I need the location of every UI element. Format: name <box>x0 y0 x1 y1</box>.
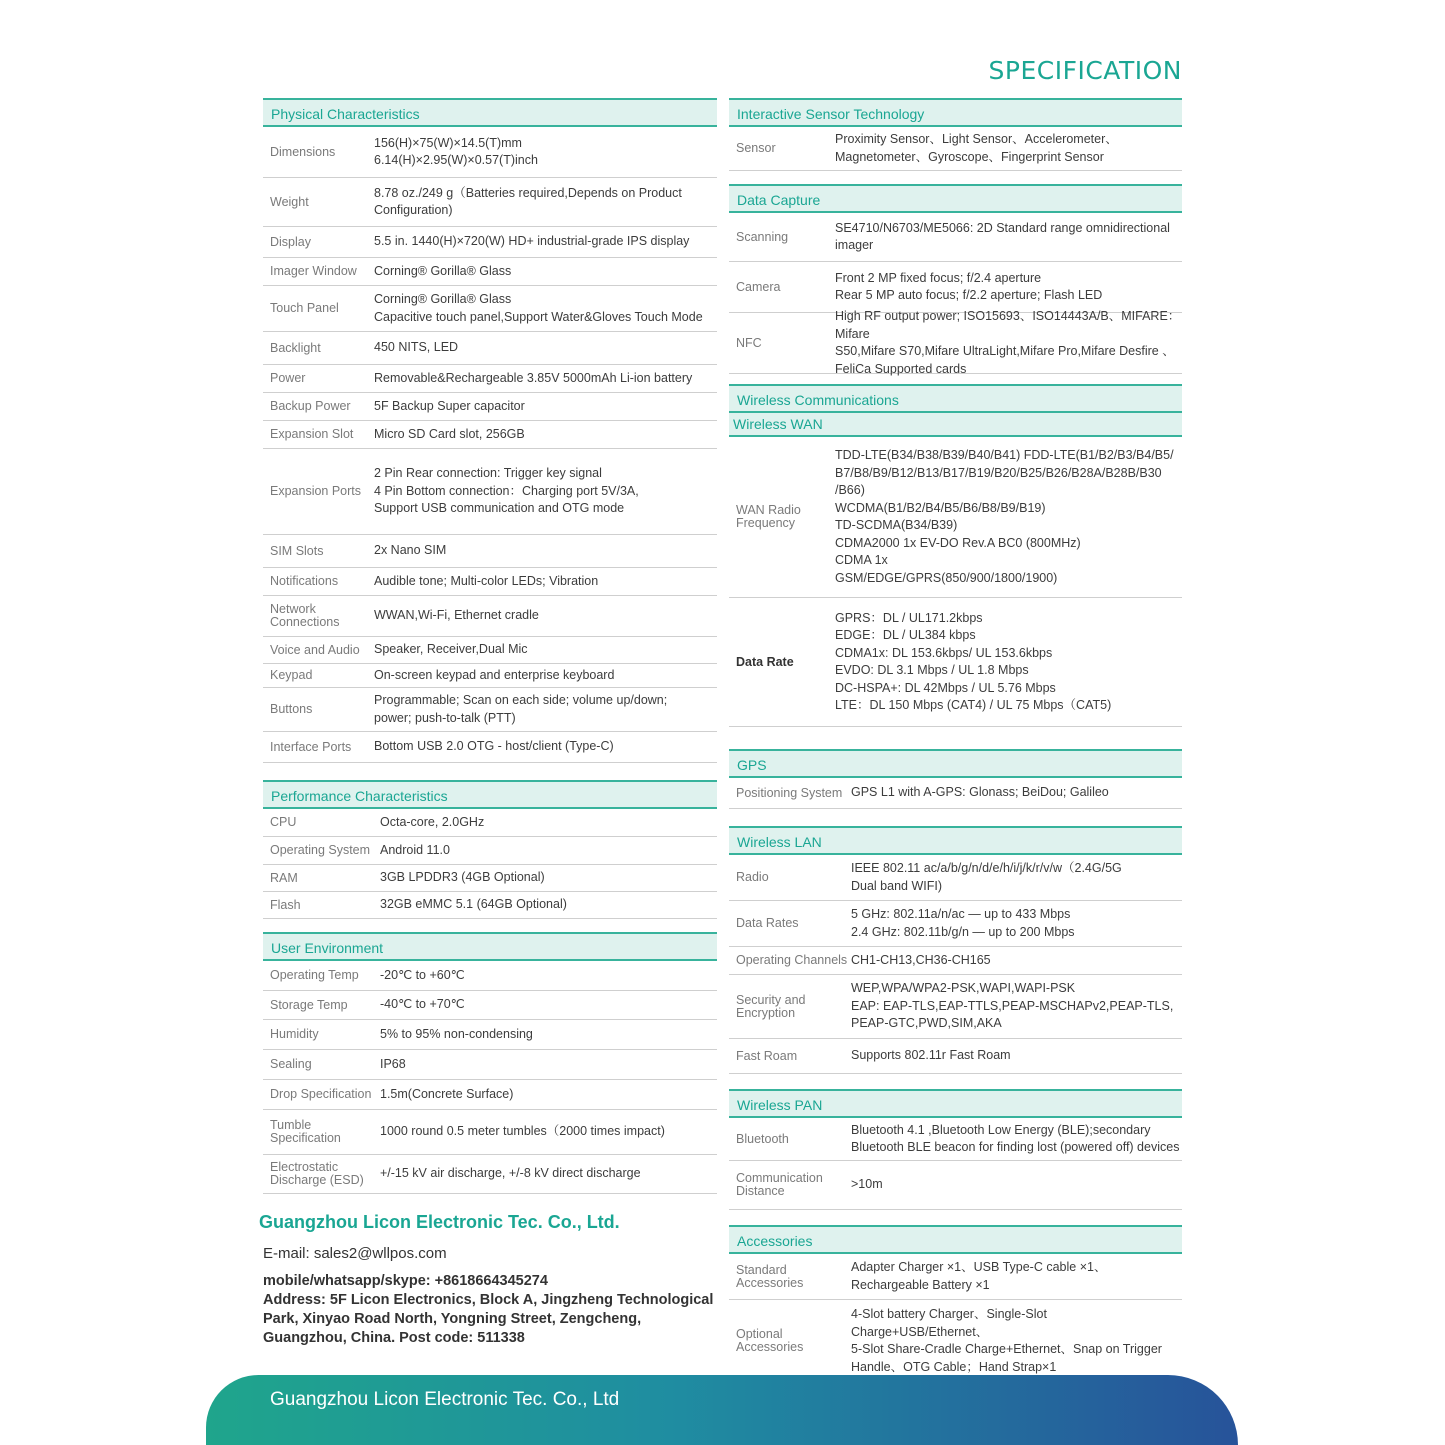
spec-value: Bluetooth 4.1 ,Bluetooth Low Energy (BLE);secondary Bluetooth BLE beacon for finding lost (powered off) devices <box>851 1122 1180 1154</box>
spec-label: Data Rates <box>736 916 799 930</box>
spec-label: Expansion Slot <box>270 427 354 441</box>
spec-value: WEP,WPA/WPA2-PSK,WAPI,WAPI-PSK EAP: EAP-TLS,EAP-TTLS,PEAP-MSCHAPv2,PEAP-TLS, PEAP-GTC,PWD,SIM,AKA <box>851 981 1174 1031</box>
spec-label: Bluetooth <box>736 1131 789 1146</box>
spec-value: Bottom USB 2.0 OTG - host/client (Type-C) <box>374 739 614 754</box>
spec-row <box>263 227 717 258</box>
spec-value: 8.78 oz./249 g（Batteries required,Depends on Product Configuration) <box>374 185 682 217</box>
spec-label: Sealing <box>270 1057 312 1071</box>
right-column <box>729 98 1182 1396</box>
spec-label: Optional Accessories <box>736 1327 804 1354</box>
spec-label: Sensor <box>736 141 776 155</box>
spec-value: IP68 <box>380 1056 406 1071</box>
spec-row <box>263 664 717 688</box>
contact-block <box>259 1212 719 1348</box>
spec-label: Storage Temp <box>270 997 348 1012</box>
spec-value: 4-Slot battery Charger、Single-Slot Charge+USB/Ethernet、 5-Slot Share-Cradle Charge+Ethernet、Snap on Trigger Handle、OTG Cable；Hand Strap×1 <box>851 1307 1162 1374</box>
spec-row <box>729 213 1182 262</box>
footer-company: Guangzhou Licon Electronic Tec. Co., Ltd <box>270 1389 620 1410</box>
spec-row <box>263 365 717 393</box>
spec-label: RAM <box>270 870 298 885</box>
physical-section <box>263 98 717 763</box>
spec-value: +/-15 kV air discharge, +/-8 kV direct discharge <box>380 1166 641 1181</box>
wireless-section <box>729 384 1182 727</box>
spec-row <box>263 637 717 664</box>
contact-address: Address: 5F Licon Electronics, Block A, Jingzheng Technological Park, Xinyao Road North, Yongning Street, Zengcheng, Guangzhou, China. Post code: 511338 <box>263 1292 714 1346</box>
spec-row <box>729 1118 1182 1161</box>
spec-label: Scanning <box>736 229 789 244</box>
spec-value: 5% to 95% non-condensing <box>380 1026 533 1041</box>
spec-label: Voice and Audio <box>270 642 360 657</box>
spec-value: -20℃ to +60℃ <box>380 967 465 982</box>
spec-label: Data Rate <box>736 654 794 669</box>
spec-row <box>263 178 717 227</box>
spec-value: SE4710/N6703/ME5066: 2D Standard range omnidirectional imager <box>835 220 1170 252</box>
spec-label: Radio <box>736 870 769 884</box>
spec-row <box>263 892 717 919</box>
spec-label: Tumble Specification <box>270 1118 341 1145</box>
spec-label: Communication Distance <box>736 1171 823 1198</box>
wpan-section <box>729 1089 1182 1210</box>
physical-heading: Physical Characteristics <box>263 98 717 127</box>
spec-label: Flash <box>270 897 301 912</box>
capture-section <box>729 184 1182 374</box>
spec-value: Supports 802.11r Fast Roam <box>851 1048 1011 1063</box>
spec-value: Octa-core, 2.0GHz <box>380 814 485 829</box>
spec-row <box>263 421 717 449</box>
gps-section <box>729 749 1182 809</box>
spec-value: -40℃ to +70℃ <box>380 997 465 1012</box>
spec-label: Camera <box>736 279 781 294</box>
spec-label: Power <box>270 371 306 385</box>
spec-row <box>263 688 717 732</box>
accessories-section <box>729 1225 1182 1383</box>
spec-label: Dimensions <box>270 144 336 159</box>
spec-row <box>263 732 717 763</box>
spec-value: IEEE 802.11 ac/a/b/g/n/d/e/h/i/j/k/r/v/w（2.4G/5G Dual band WIFI) <box>851 861 1122 893</box>
spec-value: 5F Backup Super capacitor <box>374 398 525 413</box>
spec-row <box>729 1300 1182 1383</box>
environment-section <box>263 932 717 1194</box>
spec-row <box>263 1110 717 1155</box>
spec-value: 1000 round 0.5 meter tumbles（2000 times impact) <box>380 1124 665 1139</box>
spec-row <box>729 1161 1182 1210</box>
spec-label: Standard Accessories <box>736 1262 804 1290</box>
spec-value: GPS L1 with A-GPS: Glonass; BeiDou; Galileo <box>851 785 1109 800</box>
spec-row <box>729 1039 1182 1074</box>
gps-heading: GPS <box>729 749 1182 778</box>
spec-value: CH1-CH13,CH36-CH165 <box>851 952 991 967</box>
spec-label: Network Connections <box>270 602 340 629</box>
spec-row <box>263 568 717 596</box>
spec-row <box>263 449 717 535</box>
spec-label: Notifications <box>270 574 339 588</box>
accessories-heading: Accessories <box>729 1225 1182 1254</box>
spec-row <box>263 393 717 421</box>
spec-row <box>263 1020 717 1050</box>
spec-label: Backlight <box>270 340 321 355</box>
spec-label: SIM Slots <box>270 543 324 558</box>
contact-email[interactable]: E-mail: sales2@wllpos.com <box>263 1245 447 1262</box>
spec-row <box>729 975 1182 1039</box>
spec-row <box>263 865 717 892</box>
spec-label: Backup Power <box>270 399 351 413</box>
wireless-wan-heading: Wireless WAN <box>729 413 1182 437</box>
wpan-heading: Wireless PAN <box>729 1089 1182 1118</box>
spec-row <box>729 598 1182 727</box>
spec-row <box>729 778 1182 809</box>
spec-value: 3GB LPDDR3 (4GB Optional) <box>380 870 545 885</box>
spec-row <box>263 837 717 865</box>
spec-row <box>263 535 717 568</box>
spec-value: TDD-LTE(B34/B38/B39/B40/B41) FDD-LTE(B1/B2/B3/B4/B5/ B7/B8/B9/B12/B13/B17/B19/B20/B25/B26/B28A/B28B/B30 /B66) WCDMA(B1/B2/B4/B5/B6/B8/B9/B19) TD-SCDMA(B34/B39) CDMA2000 1x EV-DO Rev.A BC0 (800MHz) CDMA 1x GSM/EDGE/GPRS(850/900/1800/1900) <box>835 448 1174 585</box>
spec-value: >10m <box>851 1177 883 1192</box>
environment-heading: User Environment <box>263 932 717 961</box>
spec-value: 2 Pin Rear connection: Trigger key signal 4 Pin Bottom connection：Charging port 5V/3A, Support USB communication and OTG mode <box>374 466 639 516</box>
contact-mobile: mobile/whatsapp/skype: +8618664345274 <box>263 1273 548 1289</box>
spec-row <box>263 258 717 286</box>
spec-value: Audible tone; Multi-color LEDs; Vibration <box>374 573 599 588</box>
spec-label: Imager Window <box>270 264 357 278</box>
spec-label: Interface Ports <box>270 739 352 754</box>
spec-value: Proximity Sensor、Light Sensor、Accelerometer、 Magnetometer、Gyroscope、Fingerprint Sensor <box>835 132 1118 164</box>
spec-label: Display <box>270 234 311 249</box>
spec-row <box>729 901 1182 947</box>
contact-company: Guangzhou Licon Electronic Tec. Co., Ltd. <box>259 1212 620 1232</box>
page-title: SPECIFICATION <box>988 56 1182 85</box>
spec-value: 5 GHz: 802.11a/n/ac — up to 433 Mbps 2.4 GHz: 802.11b/g/n — up to 200 Mbps <box>851 907 1075 939</box>
spec-label: Fast Roam <box>736 1048 798 1063</box>
spec-value: 1.5m(Concrete Surface) <box>380 1086 514 1101</box>
spec-value: Corning® Gorilla® Glass <box>374 263 512 278</box>
spec-label: Expansion Ports <box>270 484 362 498</box>
wlan-section <box>729 826 1182 1074</box>
spec-value: Android 11.0 <box>380 842 450 857</box>
spec-value: Programmable; Scan on each side; volume up/down; power; push-to-talk (PTT) <box>374 693 668 725</box>
spec-value: Removable&Rechargeable 3.85V 5000mAh Li-ion battery <box>374 370 693 385</box>
spec-row <box>729 309 1182 376</box>
spec-row <box>263 1080 717 1110</box>
spec-label: NFC <box>736 335 762 350</box>
spec-label: Operating Temp <box>270 968 359 982</box>
spec-label: Positioning System <box>736 785 843 800</box>
spec-label: Keypad <box>270 668 313 682</box>
spec-label: Security and Encryption <box>736 992 806 1020</box>
spec-label: Operating System <box>270 843 371 857</box>
spec-value: 2x Nano SIM <box>374 543 447 558</box>
spec-value: GPRS：DL / UL171.2kbps EDGE：DL / UL384 kbps CDMA1x: DL 153.6kbps/ UL 153.6kbps EVDO: DL 3.1 Mbps / UL 1.8 Mbps DC-HSPA+: DL 42Mbps / UL 5.76 Mbps LTE：DL 150 Mbps (CAT4) / UL 75 Mbps（CAT5) <box>835 610 1112 712</box>
performance-section <box>263 780 717 919</box>
spec-label: Weight <box>270 194 309 209</box>
spec-row <box>263 332 717 365</box>
spec-label: Buttons <box>270 702 313 716</box>
wireless-heading: Wireless Communications <box>729 384 1182 413</box>
spec-value: High RF output power; ISO15693、ISO14443A/B、MIFARE：Mifare S50,Mifare S70,Mifare UltraLight,Mifare Pro,Mifare Desfire 、 FeliCa Supported cards <box>835 309 1181 376</box>
spec-value: 5.5 in. 1440(H)×720(W) HD+ industrial-grade IPS display <box>374 234 690 249</box>
spec-label: Drop Specification <box>270 1087 372 1101</box>
spec-row <box>263 1050 717 1080</box>
wlan-heading: Wireless LAN <box>729 826 1182 855</box>
spec-row <box>729 127 1182 171</box>
spec-row <box>729 855 1182 901</box>
spec-row <box>729 1254 1182 1300</box>
spec-row <box>263 596 717 637</box>
left-column <box>263 98 717 1207</box>
spec-value: On-screen keypad and enterprise keyboard <box>374 667 615 682</box>
sensor-section <box>729 98 1182 171</box>
spec-label: Touch Panel <box>270 301 339 315</box>
spec-value: Front 2 MP fixed focus; f/2.4 aperture Rear 5 MP auto focus; f/2.2 aperture; Flash LED <box>835 270 1103 302</box>
spec-row <box>263 286 717 332</box>
spec-value: Micro SD Card slot, 256GB <box>374 426 525 441</box>
spec-value: 156(H)×75(W)×14.5(T)mm 6.14(H)×2.95(W)×0.57(T)inch <box>374 135 538 167</box>
spec-label: Operating Channels <box>736 953 848 967</box>
spec-value: Adapter Charger ×1、USB Type-C cable ×1、 Rechargeable Battery ×1 <box>851 1260 1107 1292</box>
spec-row <box>263 991 717 1020</box>
spec-row <box>263 1155 717 1194</box>
spec-row <box>263 809 717 837</box>
spec-row <box>263 961 717 991</box>
sensor-heading: Interactive Sensor Technology <box>729 98 1182 127</box>
spec-value: Speaker, Receiver,Dual Mic <box>374 642 528 657</box>
spec-label: Humidity <box>270 1027 319 1041</box>
spec-value: Corning® Gorilla® Glass Capacitive touch panel,Support Water&Gloves Touch Mode <box>374 292 703 324</box>
footer-banner <box>206 1375 1238 1445</box>
spec-row <box>263 127 717 178</box>
spec-value: 32GB eMMC 5.1 (64GB Optional) <box>380 897 567 912</box>
performance-heading: Performance Characteristics <box>263 780 717 809</box>
spec-label: WAN Radio Frequency <box>736 503 801 530</box>
spec-label: Electrostatic Discharge (ESD) <box>270 1160 364 1187</box>
spec-value: 450 NITS, LED <box>374 340 459 355</box>
spec-row <box>729 947 1182 975</box>
spec-value: WWAN,Wi-Fi, Ethernet cradle <box>374 608 539 623</box>
spec-label: CPU <box>270 815 297 829</box>
spec-row <box>729 437 1182 598</box>
capture-heading: Data Capture <box>729 184 1182 213</box>
